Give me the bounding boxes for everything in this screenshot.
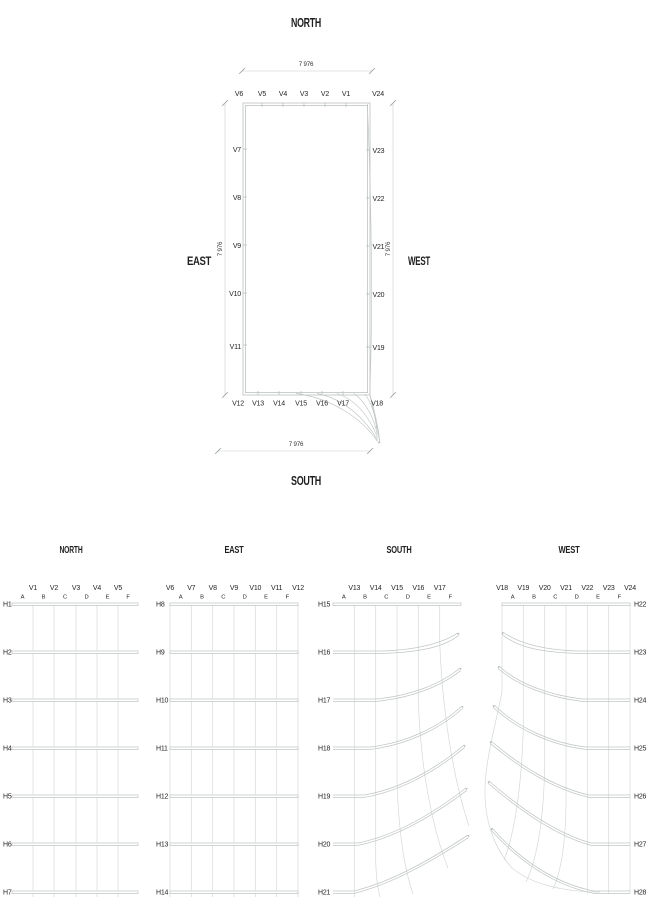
row-label: H22 xyxy=(634,601,647,609)
bay-label: D xyxy=(574,594,579,601)
column-label: V3 xyxy=(71,585,81,592)
row-label: H9 xyxy=(156,649,165,657)
row-label: H12 xyxy=(156,793,169,801)
grid-lines xyxy=(485,603,630,894)
bay-label: F xyxy=(126,594,130,601)
row-label: H23 xyxy=(634,649,647,657)
row-label: H4 xyxy=(3,745,12,753)
elevation-east xyxy=(156,544,304,897)
bay-label: D xyxy=(405,594,410,601)
plan-grid-label: V14 xyxy=(273,400,285,408)
column-label: V4 xyxy=(92,585,102,592)
plan-grid-label: V11 xyxy=(229,344,241,351)
column-label: V12 xyxy=(292,585,304,592)
plan-grid-labels xyxy=(229,91,385,408)
column-label: V16 xyxy=(412,585,425,592)
plan-grid-label: V7 xyxy=(232,147,241,154)
plan-grid-label: V20 xyxy=(372,292,385,299)
elevation-title: WEST xyxy=(558,544,581,556)
floor-plan xyxy=(187,15,431,488)
elevation-west xyxy=(485,544,647,897)
plan-grid-label: V8 xyxy=(232,195,241,202)
beams xyxy=(12,603,138,893)
bay-label: B xyxy=(41,594,46,601)
elevation-south xyxy=(318,544,469,897)
plan-grid-label: V15 xyxy=(295,400,307,408)
bay-label: A xyxy=(510,594,515,601)
dimension-top-value: 7 976 xyxy=(298,61,314,68)
plan-title-north: NORTH xyxy=(291,15,322,30)
column-label: V9 xyxy=(229,585,239,592)
row-label: H2 xyxy=(3,649,12,657)
plan-grid-label: V1 xyxy=(341,91,351,98)
bay-label: D xyxy=(242,594,247,601)
column-label: V24 xyxy=(624,585,636,592)
plan-grid-label: V19 xyxy=(372,345,385,352)
bay-label: B xyxy=(532,594,536,601)
plan-grid-label: V13 xyxy=(252,400,264,408)
column-label: V17 xyxy=(433,585,446,592)
row-label: H1 xyxy=(3,601,12,609)
row-label: H19 xyxy=(318,793,331,801)
column-label: V23 xyxy=(602,585,615,592)
plan-label-east: EAST xyxy=(187,254,212,268)
bay-label: C xyxy=(384,594,389,601)
column-label: V21 xyxy=(560,585,572,592)
plan-grid-label: V2 xyxy=(320,91,330,98)
column-label: V2 xyxy=(49,585,59,592)
dimension-left xyxy=(217,100,228,398)
row-label: H24 xyxy=(634,697,647,705)
column-label: V7 xyxy=(187,585,196,592)
plan-grid-label: V4 xyxy=(278,91,288,98)
bay-label: F xyxy=(617,594,621,601)
column-label: V22 xyxy=(581,585,594,592)
column-label: V14 xyxy=(369,585,382,592)
plan-grid-label: V12 xyxy=(232,400,244,408)
plan-grid-label: V9 xyxy=(232,243,241,250)
grid-lines xyxy=(33,603,118,897)
row-label: H28 xyxy=(634,889,647,897)
row-label: H20 xyxy=(318,841,331,849)
column-label: V1 xyxy=(28,585,38,592)
bay-label: B xyxy=(363,594,367,601)
row-label: H27 xyxy=(634,841,647,849)
row-label: H26 xyxy=(634,793,647,801)
row-label: H8 xyxy=(156,601,165,609)
plan-title-south: SOUTH xyxy=(291,473,321,488)
plan-label-west: WEST xyxy=(408,254,431,268)
plan-grid-label: V21 xyxy=(372,244,385,251)
row-label: H10 xyxy=(156,697,169,705)
column-label: V15 xyxy=(391,585,403,592)
column-label: V6 xyxy=(165,585,175,592)
bay-label: A xyxy=(20,594,25,601)
column-label: V18 xyxy=(496,585,508,592)
grid-lines xyxy=(354,603,469,897)
column-label: V19 xyxy=(517,585,530,592)
bay-label: E xyxy=(105,594,110,601)
dimension-top xyxy=(239,61,375,74)
plan-grid-label: V17 xyxy=(337,400,349,408)
bay-label: F xyxy=(285,594,289,601)
row-label: H6 xyxy=(3,841,12,849)
plan-grid-label: V18 xyxy=(371,400,383,408)
row-label: H14 xyxy=(156,889,169,897)
plan-walls xyxy=(243,103,380,443)
bay-label: A xyxy=(341,594,346,601)
bay-label: B xyxy=(200,594,204,601)
row-label: H3 xyxy=(3,697,12,705)
row-label: H25 xyxy=(634,745,647,753)
row-label: H13 xyxy=(156,841,169,849)
plan-grid-label: V6 xyxy=(234,91,244,98)
bay-label: D xyxy=(84,594,89,601)
row-label: H21 xyxy=(318,889,331,897)
row-label: H11 xyxy=(156,745,168,753)
bay-label: E xyxy=(427,594,431,601)
column-label: V20 xyxy=(538,585,551,592)
elevation-north xyxy=(3,544,138,897)
column-label: V8 xyxy=(208,585,217,592)
column-label: V11 xyxy=(271,585,283,592)
dimension-right xyxy=(385,100,396,398)
bay-label: C xyxy=(553,594,558,601)
plan-grid-label: V22 xyxy=(372,196,385,203)
plan-grid-label: V5 xyxy=(257,91,267,98)
elevation-title: EAST xyxy=(224,544,245,556)
bay-label: E xyxy=(596,594,600,601)
bay-label: E xyxy=(264,594,268,601)
row-label: H17 xyxy=(318,697,331,705)
bay-label: C xyxy=(221,594,226,601)
beams xyxy=(333,603,469,893)
row-label: H18 xyxy=(318,745,331,753)
row-label: H5 xyxy=(3,793,12,801)
elevation-title: SOUTH xyxy=(386,544,412,556)
row-label: H15 xyxy=(318,601,331,609)
elevation-title: NORTH xyxy=(59,544,83,556)
plan-grid-label: V10 xyxy=(229,291,241,298)
column-label: V13 xyxy=(348,585,361,592)
row-label: H16 xyxy=(318,649,331,657)
column-label: V10 xyxy=(249,585,262,592)
bay-label: A xyxy=(178,594,183,601)
plan-grid-label: V23 xyxy=(372,148,385,155)
wall-ticks xyxy=(243,103,370,395)
dimension-bottom xyxy=(215,441,373,454)
plan-grid-label: V24 xyxy=(372,91,384,98)
plan-grid-label: V3 xyxy=(299,91,309,98)
column-label: V5 xyxy=(113,585,123,592)
bay-label: C xyxy=(63,594,67,601)
dimension-right-value: 7 976 xyxy=(385,241,392,257)
bay-label: F xyxy=(448,594,452,601)
dimension-bottom-value: 7 976 xyxy=(288,441,304,448)
row-label: H7 xyxy=(3,889,12,897)
grid-lines xyxy=(170,603,298,897)
plan-grid-label: V16 xyxy=(316,400,328,408)
dimension-left-value: 7 976 xyxy=(217,241,224,257)
